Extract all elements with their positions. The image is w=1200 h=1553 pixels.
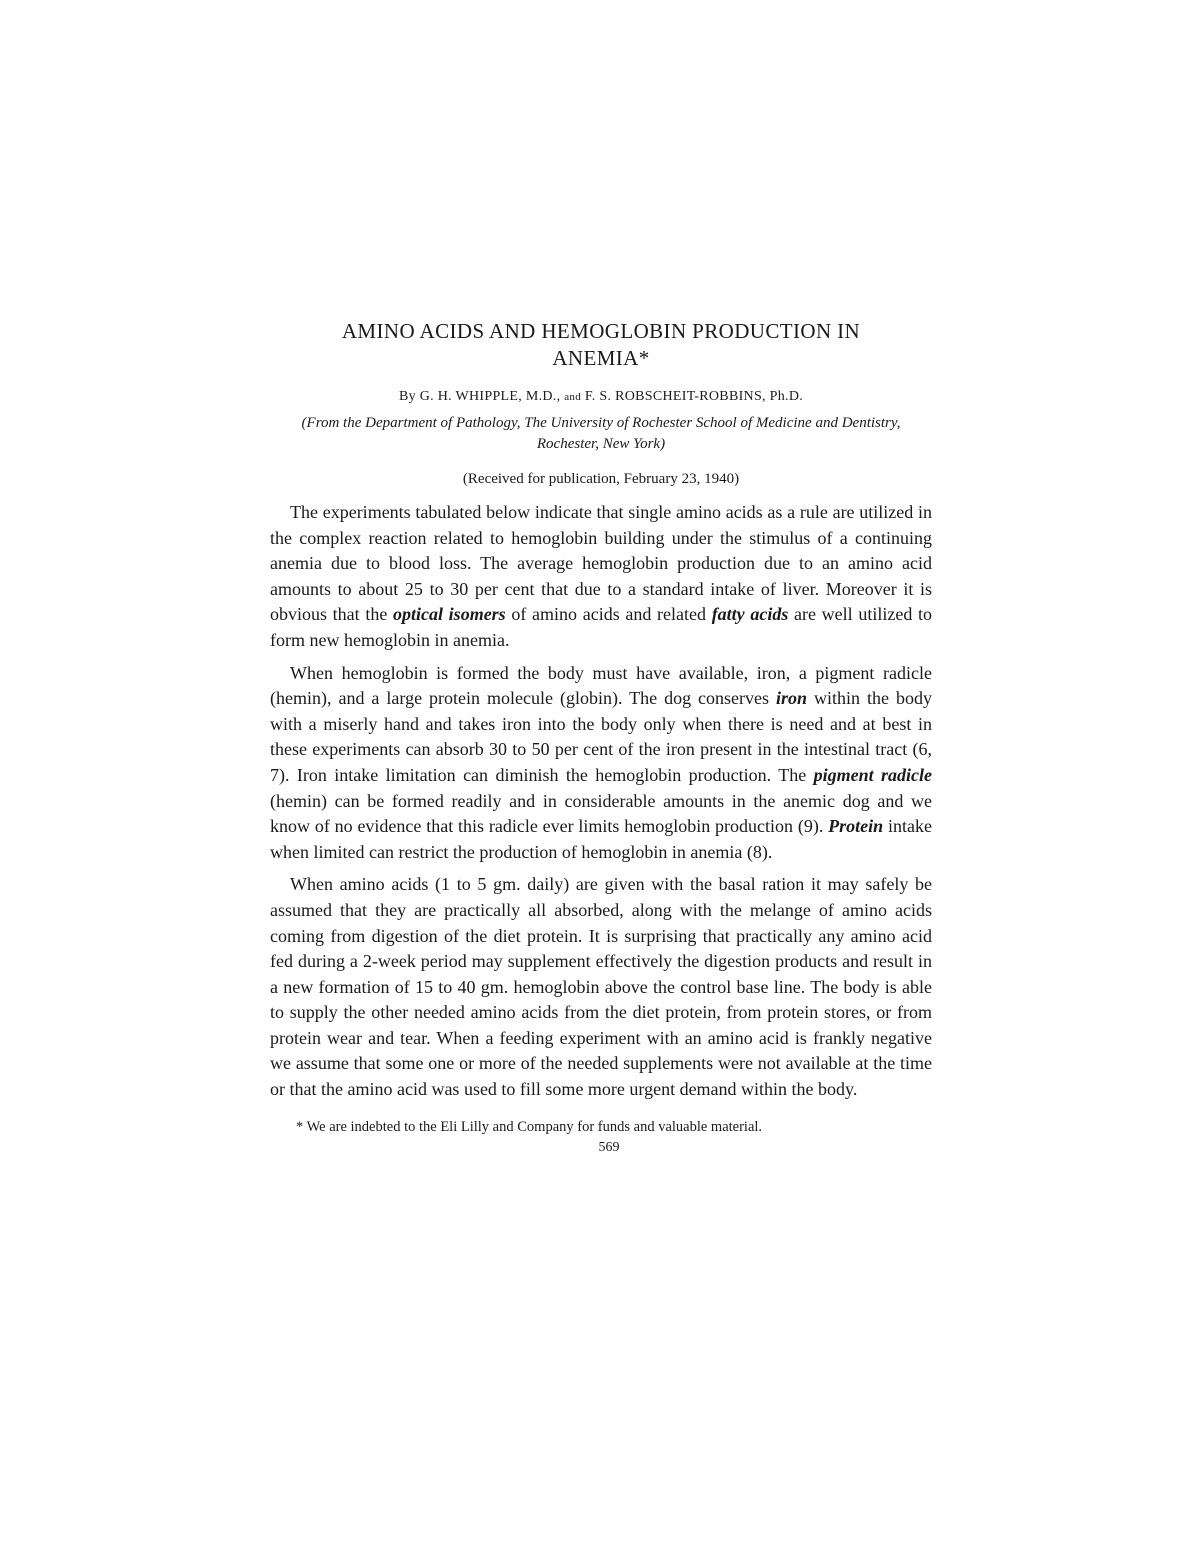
page-number: 569 [598,1139,620,1155]
footnote: * We are indebted to the Eli Lilly and Company for funds and valuable material. [296,1118,763,1135]
author-by: By [398,389,416,404]
emphasis-protein: Protein [828,816,884,837]
author-and: and [564,391,582,403]
emphasis-pigment-radicle: pigment radicle [813,764,932,785]
emphasis-optical-isomers: optical isomers [393,604,506,625]
article-body [270,500,932,1103]
received-date: (Received for publication, February 23, 1940) [462,471,740,487]
emphasis-fatty-acids: fatty acids [711,604,789,625]
paragraph-2: When hemoglobin is formed the body must have available, iron, a pigment radicle (hemin), and a large protein molecule (globin). The dog conserves iron within the body with a miserly hand and takes iron into the body only when there is need and at best in these experiments can absorb 30 to 50 per cent of the iron present in the intestinal tract (6, 7). Iron intake limitation can diminish the hemoglobin production. The pigment radicle (hemin) can be formed readily and in considerable amounts in the anemic dog and we know of no evidence that this radicle ever limits hemoglobin production (9). Protein intake when limited can restrict the production of hemoglobin in anemia (8). [270,662,932,862]
paper-title [270,318,932,372]
author-line [270,389,932,405]
paragraph-3: When amino acids (1 to 5 gm. daily) are given with the basal ration it may safely be assumed that they are practically all absorbed, along with the melange of amino acids coming from digestion of the diet protein. It is surprising that practically any amino acid fed during a 2-week period may supplement effectively the digestion products and result in a new formation of 15 to 40 gm. hemoglobin above the control base line. The body is able to supply the other needed amino acids from the diet protein, from protein stores, or from protein wear and tear. When a feeding experiment with an amino acid is frankly negative we assume that some one or more of the needed supplements were not available at the time or that the amino acid was used to fill some more urgent demand within the body. [270,874,932,1100]
paper-page [270,318,932,1156]
author-2: F. S. ROBSCHEIT-ROBBINS, Ph.D. [584,389,804,404]
emphasis-iron: iron [776,688,808,709]
title-line-1: AMINO ACIDS AND HEMOGLOBIN PRODUCTION IN [341,319,861,343]
affiliation: (From the Department of Pathology, The University of Rochester School of Medicine and Dentistry, Rochester, New York) [301,415,901,452]
author-1: G. H. WHIPPLE, M.D., [419,389,561,404]
paragraph-1: The experiments tabulated below indicate that single amino acids as a rule are utilized in the complex reaction related to hemoglobin building under the stimulus of a continuing anemia due to blood loss. The average hemoglobin production due to an amino acid amounts to about 25 to 30 per cent that due to a standard intake of liver. Moreover it is obvious that the optical isomers of amino acids and related fatty acids are well utilized to form new hemoglobin in anemia. [270,502,932,650]
title-line-2: ANEMIA* [552,346,650,370]
